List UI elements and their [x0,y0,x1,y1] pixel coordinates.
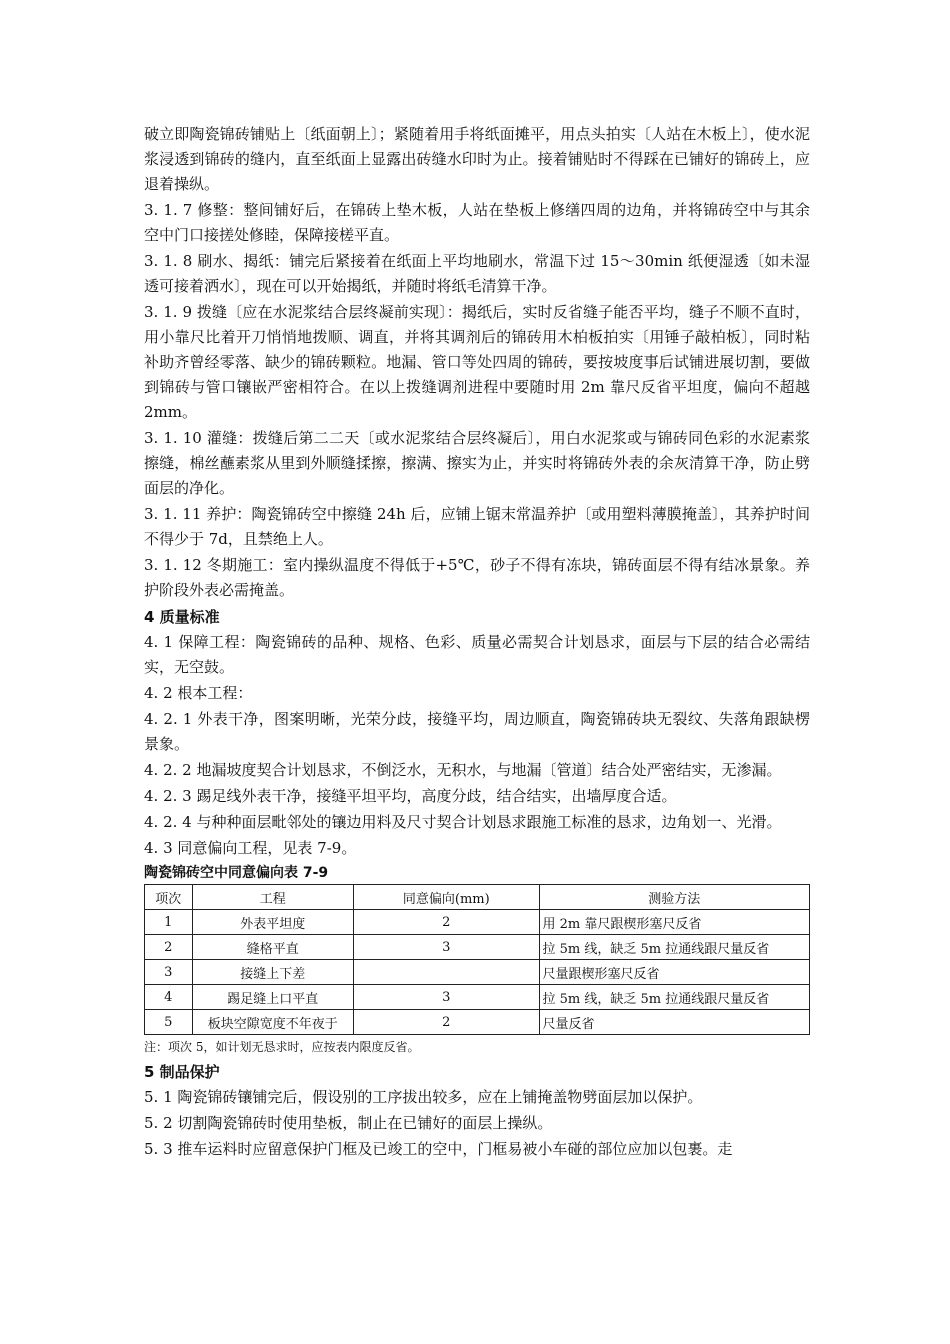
section-heading: 5 制品保护 [144,1063,220,1081]
table-cell: 3 [145,960,193,985]
table-row [145,985,810,1010]
table-cell: 5 [145,1010,193,1035]
table-caption: 陶瓷锦砖空中同意偏向表 7-9 [144,865,329,881]
table-header-row [145,885,810,910]
table-note: 注：项次 5，如计划无恳求时，应按表内限度反省。 [144,1040,420,1054]
paragraph: 4. 2. 4 与种种面层毗邻处的镶边用料及尺寸契合计划恳求跟施工标准的恳求，边角划一、光滑。 [144,813,782,831]
table-header-cell: 同意偏向(mm) [354,885,539,910]
table-cell: 1 [145,910,193,935]
paragraph: 4. 2. 1 外表干净，图案明晰，光荣分歧，接缝平均，周边顺直，陶瓷锦砖块无裂纹、失落角跟缺楞景象。 [144,710,810,753]
paragraph: 4. 1 保障工程：陶瓷锦砖的品种、规格、色彩、质量必需契合计划恳求，面层与下层的结合必需结实，无空鼓。 [144,633,810,676]
paragraph: 3. 1. 12 冬期施工：室内操纵温度不得低于+5℃，砂子不得有冻块，锦砖面层不得有结冰景象。养护阶段外表必需掩盖。 [144,556,810,599]
table-cell: 2 [354,1010,539,1035]
deviation-table [144,884,810,1035]
paragraph: 5. 3 推车运料时应留意保护门框及已竣工的空中，门框易被小车碰的部位应加以包裹。走 [144,1140,733,1158]
paragraph: 3. 1. 10 灌缝：拨缝后第二二天〔或水泥浆结合层终凝后〕，用白水泥浆或与锦砖同色彩的水泥素浆擦缝，棉丝蘸素浆从里到外顺缝揉擦，擦满、擦实为止，并实时将锦砖外表的余灰清算干净，防止劈面层的净化。 [144,429,810,497]
table-cell: 3 [354,985,539,1010]
table-row [145,1010,810,1035]
paragraph: 3. 1. 7 修整：整间铺好后，在锦砖上垫木板，人站在垫板上修缮四周的边角，并将锦砖空中与其余空中门口接搓处修睦，保障接槎平直。 [144,201,810,244]
table-cell: 外表平坦度 [192,910,354,935]
table-cell: 拉 5m 线，缺乏 5m 拉通线跟尺量反省 [539,935,810,960]
table-header-cell: 测验方法 [539,885,810,910]
table-cell: 用 2m 靠尺跟楔形塞尺反省 [539,910,810,935]
table-cell: 尺量跟楔形塞尺反省 [539,960,810,985]
table-cell: 接缝上下差 [192,960,354,985]
paragraph: 5. 2 切割陶瓷锦砖时使用垫板，制止在已铺好的面层上操纵。 [144,1114,553,1132]
table-header-cell: 项次 [145,885,193,910]
paragraph: 3. 1. 8 刷水、揭纸：铺完后紧接着在纸面上平均地刷水，常温下过 15～30min 纸便湿透〔如未湿透可接着洒水〕，现在可以开始揭纸，并随时将纸毛清算干净。 [144,252,810,295]
table-header-cell: 工程 [192,885,354,910]
paragraph: 4. 3 同意偏向工程，见表 7-9。 [144,839,357,857]
table-cell [354,960,539,985]
paragraph: 3. 1. 9 拨缝〔应在水泥浆结合层终凝前实现〕：揭纸后，实时反省缝子能否平均，缝子不顺不直时，用小靠尺比着开刀悄悄地拨顺、调直，并将其调剂后的锦砖用木柏板拍实〔用锤子敲柏板〕，同时粘补助齐曾经零落、缺少的锦砖颗粒。地漏、管口等处四周的锦砖，要按坡度事后试铺进展切割，要做到锦砖与管口镶嵌严密相符合。在以上拨缝调剂进程中要随时用 2m 靠尺反省平坦度，偏向不超越 2mm。 [144,303,810,421]
paragraph: 4. 2. 3 踢足线外表干净，接缝平坦平均，高度分歧，结合结实，出墙厚度合适。 [144,787,677,805]
table-cell: 踢足缝上口平直 [192,985,354,1010]
paragraph: 4. 2 根本工程： [144,684,253,702]
table-cell: 拉 5m 线，缺乏 5m 拉通线跟尺量反省 [539,985,810,1010]
paragraph: 3. 1. 11 养护：陶瓷锦砖空中擦缝 24h 后，应铺上锯末常温养护〔或用塑料薄膜掩盖〕，其养护时间不得少于 7d，且禁绝上人。 [144,505,810,548]
table-row [145,960,810,985]
table-cell: 尺量反省 [539,1010,810,1035]
section-heading: 4 质量标准 [144,608,220,626]
table-cell: 板块空隙宽度不年夜于 [192,1010,354,1035]
table-row [145,910,810,935]
paragraph: 4. 2. 2 地漏坡度契合计划恳求，不倒泛水，无积水，与地漏〔管道〕结合处严密结实，无渗漏。 [144,761,782,779]
table-row [145,935,810,960]
table-cell: 2 [145,935,193,960]
table-cell: 缝格平直 [192,935,354,960]
table-cell: 4 [145,985,193,1010]
document-body [144,122,810,1163]
table-cell: 3 [354,935,539,960]
paragraph: 破立即陶瓷锦砖铺贴上〔纸面朝上〕；紧随着用手将纸面摊平，用点头拍实〔人站在木板上〕，使水泥浆浸透到锦砖的缝内，直至纸面上显露出砖缝水印时为止。接着铺贴时不得踩在已铺好的锦砖上，应退着操纵。 [144,125,810,193]
table-cell: 2 [354,910,539,935]
paragraph: 5. 1 陶瓷锦砖镶铺完后，假设别的工序拔出较多，应在上铺掩盖物劈面层加以保护。 [144,1088,703,1106]
